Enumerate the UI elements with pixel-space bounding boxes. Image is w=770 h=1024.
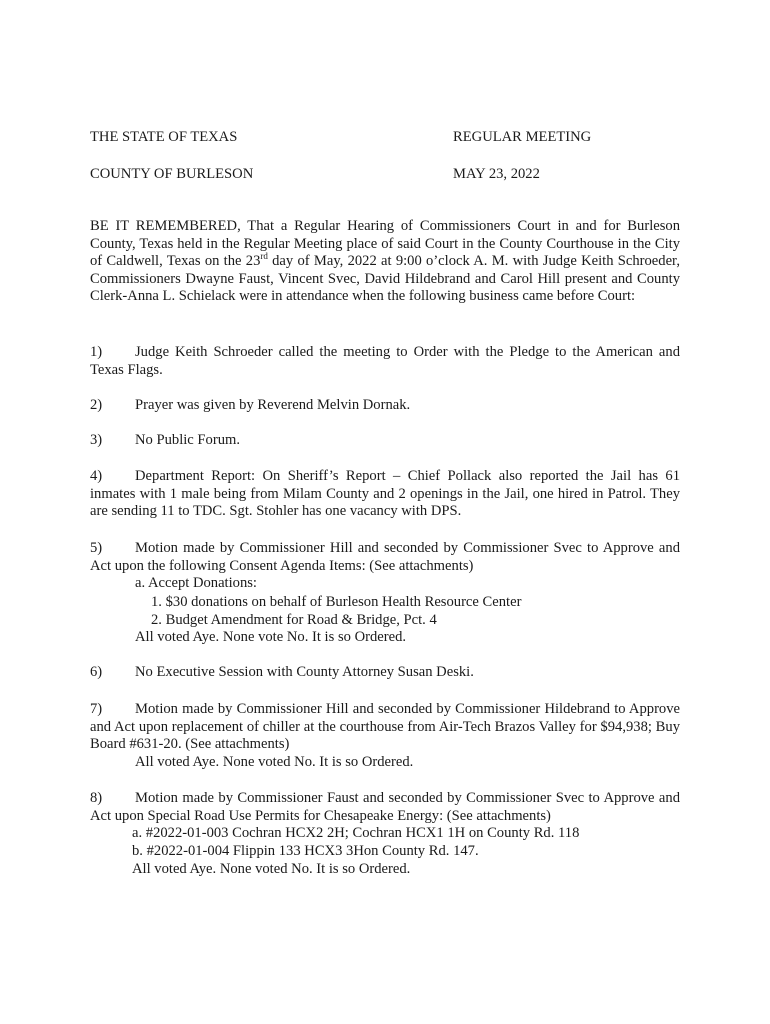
item-5-subitem-2: 2. Budget Amendment for Road & Bridge, Pct. 4 [151,612,437,628]
item-text: Department Report: On Sheriff’s Report – Chief Pollack also reported the Jail has 61 inmates with 1 male being from Milam County and 2 openings in the Jail, one hired in Patrol. They are sending 11 to TDC. Sgt. Stohler has one vacancy with DPS. [90,468,680,519]
item-number: 6) [90,664,103,680]
item-5-subitem-1: 1. $30 donations on behalf of Burleson Health Resource Center [151,594,522,610]
agenda-item-5 [90,540,680,575]
item-5-vote: All voted Aye. None vote No. It is so Ordered. [135,629,407,645]
meeting-type-heading: REGULAR MEETING [453,129,592,145]
item-number: 1) [90,344,103,360]
state-heading: THE STATE OF TEXAS [90,129,238,145]
item-text: No Executive Session with County Attorney Susan Deski. [135,664,474,680]
item-8-subitem-a: a. #2022-01-003 Cochran HCX2 2H; Cochran HCX1 1H on County Rd. 118 [132,825,580,841]
item-5-subheading: a. Accept Donations: [135,575,257,591]
item-text: Motion made by Commissioner Hill and seconded by Commissioner Hildebrand to Approve and Act upon replacement of chiller at the courthouse from Air-Tech Brazos Valley for $94,938; Buy Board #631-20. (See attachments) [90,701,680,752]
county-heading: COUNTY OF BURLESON [90,166,254,182]
intro-ordinal-suffix: rd [260,251,268,262]
meeting-date-heading: MAY 23, 2022 [453,166,540,182]
agenda-item-2 [90,397,680,415]
intro-paragraph [90,218,680,306]
item-number: 7) [90,701,103,717]
intro-text-2: day of May, 2022 at 9:00 o’clock A. M. with Judge Keith Schroeder, Commissioners Dwayne Faust, Vincent Svec, David Hildebrand and Carol Hill present and County Clerk-Anna L. Schielack were in attendance when the following business came before Court: [90,253,680,304]
item-7-vote: All voted Aye. None voted No. It is so Ordered. [135,754,414,770]
item-text: Judge Keith Schroeder called the meeting to Order with the Pledge to the American and Texas Flags. [90,344,680,378]
item-number: 4) [90,468,103,484]
intro-text-1: BE IT REMEMBERED, That a Regular Hearing of Commissioners Court in and for Burleson County, Texas held in the Regular Meeting place of said Court in the County Courthouse in the City of Caldwell, Texas on the 23 [90,218,680,269]
agenda-item-4 [90,468,680,521]
item-text: Prayer was given by Reverend Melvin Dornak. [135,397,411,413]
item-number: 5) [90,540,103,556]
item-8-vote: All voted Aye. None voted No. It is so Ordered. [132,861,411,877]
agenda-item-7 [90,701,680,754]
agenda-item-6 [90,664,680,682]
item-number: 8) [90,790,103,806]
agenda-item-8 [90,790,680,825]
item-text: Motion made by Commissioner Hill and seconded by Commissioner Svec to Approve and Act upon the following Consent Agenda Items: (See attachments) [90,540,680,574]
agenda-item-1 [90,344,680,379]
item-number: 2) [90,397,103,413]
item-text: No Public Forum. [135,432,240,448]
agenda-item-3 [90,432,680,450]
item-text: Motion made by Commissioner Faust and seconded by Commissioner Svec to Approve and Act upon Special Road Use Permits for Chesapeake Energy: (See attachments) [90,790,680,824]
item-8-subitem-b: b. #2022-01-004 Flippin 133 HCX3 3Hon County Rd. 147. [132,843,479,859]
item-number: 3) [90,432,103,448]
